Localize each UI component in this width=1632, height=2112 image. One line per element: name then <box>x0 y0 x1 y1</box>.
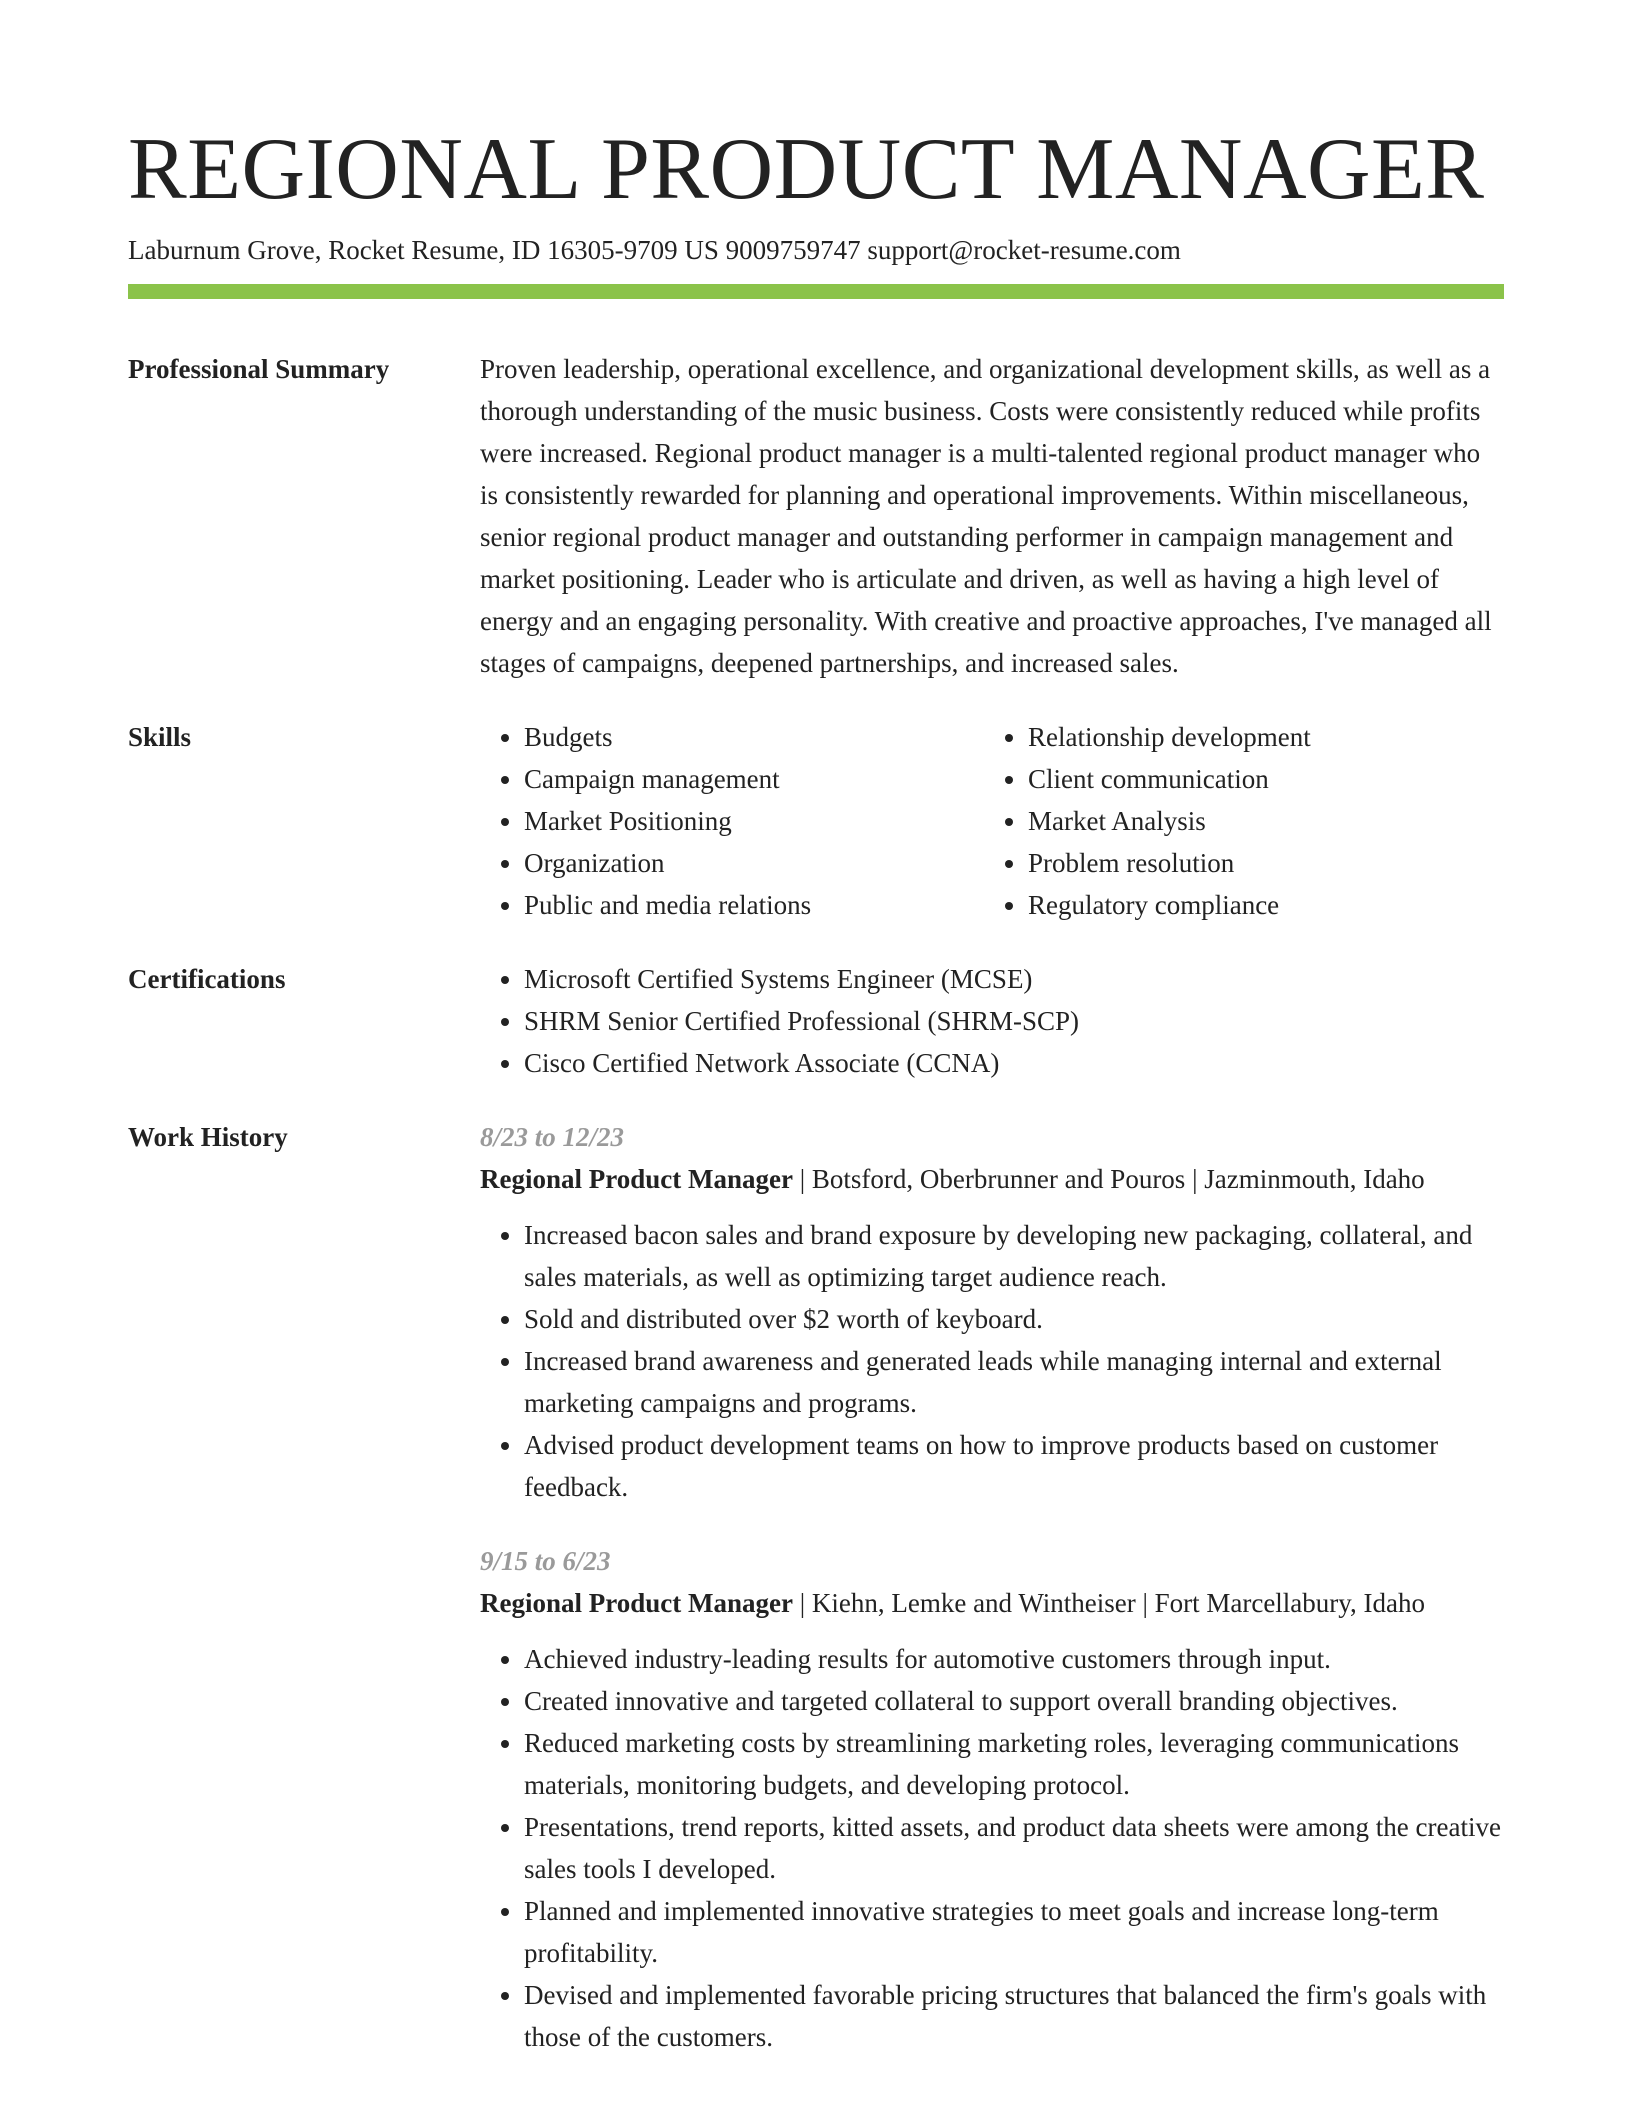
job-bullet: • Sold and distributed over $2 worth of keyboard. <box>524 1298 1504 1340</box>
job-bullets <box>480 1214 1504 1508</box>
job-bullet: • Increased bacon sales and brand exposure by developing new packaging, collateral, and sales materials, as well as optimizing target audience reach. <box>524 1214 1504 1298</box>
job-dates: 8/23 to 12/23 <box>480 1122 625 1152</box>
work-history-section <box>128 1116 1504 2090</box>
job-entry <box>480 1540 1504 2058</box>
job-bullet: • Achieved industry-leading results for automotive customers through input. <box>524 1638 1504 1680</box>
skill-item: • Market Positioning <box>524 800 984 842</box>
job-bullet: • Increased brand awareness and generated leads while managing internal and external marketing campaigns and programs. <box>524 1340 1504 1424</box>
certification-item: • Microsoft Certified Systems Engineer (MCSE) <box>524 958 1504 1000</box>
certifications-heading: Certifications <box>128 964 286 994</box>
job-bullet: • Presentations, trend reports, kitted assets, and product data sheets were among the creative sales tools I developed. <box>524 1806 1504 1890</box>
job-dates: 9/15 to 6/23 <box>480 1546 611 1576</box>
job-title-line <box>480 1582 1504 1624</box>
job-details: | Kiehn, Lemke and Wintheiser | Fort Marcellabury, Idaho <box>792 1588 1426 1618</box>
header-divider <box>128 284 1504 299</box>
skill-item: • Budgets <box>524 716 984 758</box>
job-bullet: • Reduced marketing costs by streamlining marketing roles, leveraging communications materials, monitoring budgets, and developing protocol. <box>524 1722 1504 1806</box>
skill-item: • Client communication <box>1028 758 1488 800</box>
job-bullet: • Planned and implemented innovative strategies to meet goals and increase long-term profitability. <box>524 1890 1504 1974</box>
certifications-section <box>128 958 1504 1084</box>
skill-item: • Problem resolution <box>1028 842 1488 884</box>
skill-item: • Campaign management <box>524 758 984 800</box>
certification-item: • Cisco Certified Network Associate (CCNA) <box>524 1042 1504 1084</box>
skill-item: • Public and media relations <box>524 884 984 926</box>
resume-page <box>128 0 1504 2090</box>
resume-title: REGIONAL PRODUCT MANAGER <box>128 121 1485 218</box>
skill-item: • Market Analysis <box>1028 800 1488 842</box>
job-details: | Botsford, Oberbrunner and Pouros | Jazminmouth, Idaho <box>792 1164 1425 1194</box>
summary-section <box>128 348 1504 684</box>
skills-section <box>128 716 1504 926</box>
job-bullets <box>480 1638 1504 2058</box>
job-title: Regional Product Manager <box>480 1588 793 1618</box>
job-title-line <box>480 1158 1504 1200</box>
skills-heading: Skills <box>128 722 192 752</box>
skills-list-left <box>480 716 984 926</box>
skill-item: • Relationship development <box>1028 716 1488 758</box>
summary-text: Proven leadership, operational excellence, and organizational development skills, as well as a thorough understanding of the music business. Costs were consistently reduced while profits were increased. Regional product manager is a multi-talented regional product manager who is consistently rewarded for planning and operational improvements. Within miscellaneous, senior regional product manager and outstanding performer in campaign management and market positioning. Leader who is articulate and driven, as well as having a high level of energy and an engaging personality. With creative and proactive approaches, I've managed all stages of campaigns, deepened partnerships, and increased sales. <box>480 354 1492 678</box>
certifications-list <box>480 958 1504 1084</box>
skills-list-right <box>984 716 1488 926</box>
summary-heading: Professional Summary <box>128 354 390 384</box>
skill-item: • Organization <box>524 842 984 884</box>
job-title: Regional Product Manager <box>480 1164 793 1194</box>
certification-item: • SHRM Senior Certified Professional (SHRM-SCP) <box>524 1000 1504 1042</box>
job-bullet: • Devised and implemented favorable pricing structures that balanced the firm's goals with those of the customers. <box>524 1974 1504 2058</box>
contact-line: Laburnum Grove, Rocket Resume, ID 16305-9709 US 9009759747 support@rocket-resume.com <box>128 235 1181 265</box>
job-entry <box>480 1116 1504 1508</box>
job-bullet: • Advised product development teams on how to improve products based on customer feedback. <box>524 1424 1504 1508</box>
work-history-heading: Work History <box>128 1122 288 1152</box>
skill-item: • Regulatory compliance <box>1028 884 1488 926</box>
job-bullet: • Created innovative and targeted collateral to support overall branding objectives. <box>524 1680 1504 1722</box>
